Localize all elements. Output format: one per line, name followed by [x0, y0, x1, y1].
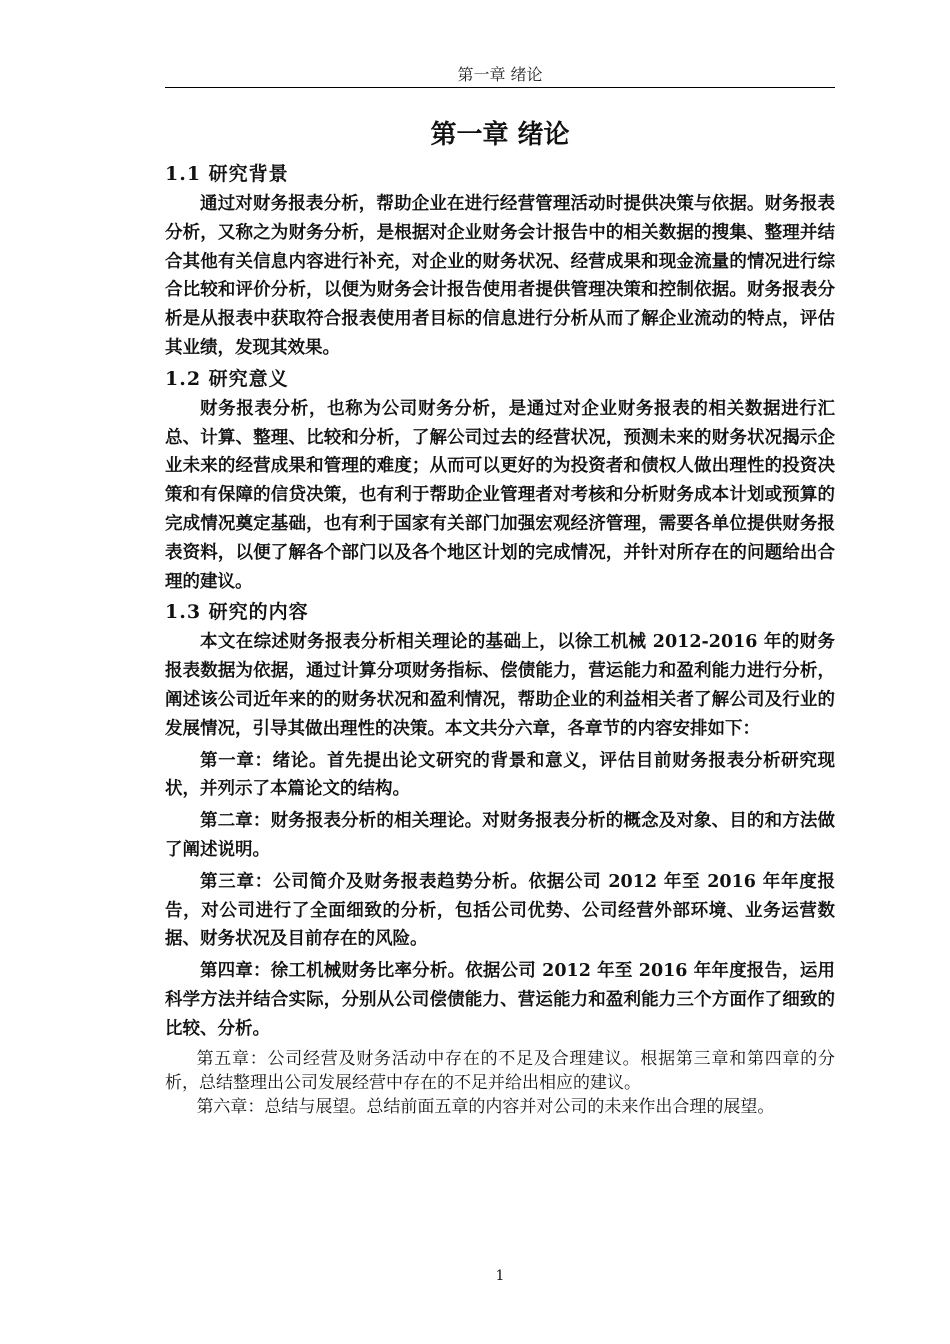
document-body [165, 158, 835, 1119]
running-header: 第一章 绪论 [457, 65, 543, 84]
section-heading-1-1: 1.1 研究背景 [165, 163, 289, 185]
section-heading-1-3: 1.3 研究的内容 [165, 601, 309, 624]
paragraph-chapter-2: 第二章：财务报表分析的相关理论。对财务报表分析的概念及对象、目的和方法做了阐述说明。 [165, 811, 835, 860]
paragraph-chapter-6: 第六章：总结与展望。总结前面五章的内容并对公司的未来作出合理的展望。 [196, 1096, 775, 1117]
paragraph-chapter-3: 第三章：公司简介及财务报表趋势分析。依据公司 2012 年至 2016 年年度报告，对公司进行了全面细致的分析，包括公司优势、公司经营外部环境、业务运营数据、财务状况及目前存在的风险。 [165, 871, 835, 950]
chapter-title: 第一章 绪论 [430, 120, 570, 150]
page-number: 1 [495, 1268, 505, 1284]
paragraph-chapter-1: 第一章：绪论。首先提出论文研究的背景和意义，评估目前财务报表分析研究现状，并列示了本篇论文的结构。 [165, 750, 835, 800]
paragraph-chapter-4: 第四章：徐工机械财务比率分析。依据公司 2012 年至 2016 年年度报告，运用科学方法并结合实际，分别从公司偿债能力、营运能力和盈利能力三个方面作了细致的比较、分析。 [165, 961, 835, 1039]
paragraph-content-intro: 本文在综述财务报表分析相关理论的基础上，以徐工机械 2012-2016 年的财务报表数据为依据，通过计算分项财务指标、偿债能力，营运能力和盈利能力进行分析，阐述该公司近年来的的财务状况和盈利情况，帮助企业的利益相关者了解公司及行业的发展情况，引导其做出理性的决策。本文共分六章，各章节的内容安排如下： [165, 632, 835, 739]
header-divider [165, 87, 835, 88]
section-heading-1-2: 1.2 研究意义 [165, 367, 289, 390]
paragraph-chapter-5: 第五章：公司经营及财务活动中存在的不足及合理建议。根据第三章和第四章的分析，总结整理出公司发展经营中存在的不足并给出相应的建议。 [165, 1048, 835, 1093]
paragraph-background: 通过对财务报表分析，帮助企业在进行经营管理活动时提供决策与依据。财务报表分析，又称之为财务分析，是根据对企业财务会计报告中的相关数据的搜集、整理并结合其他有关信息内容进行补充，对企业的财务状况、经营成果和现金流量的情况进行综合比较和评价分析，以便为财务会计报告使用者提供管理决策和控制依据。财务报表分析是从报表中获取符合报表使用者目标的信息进行分析从而了解企业流动的特点，评估其业绩，发现其效果。 [165, 194, 835, 358]
paragraph-significance: 财务报表分析，也称为公司财务分析，是通过对企业财务报表的相关数据进行汇总、计算、整理、比较和分析，了解公司过去的经营状况，预测未来的财务状况揭示企业未来的经营成果和管理的难度；从而可以更好的为投资者和债权人做出理性的投资决策和有保障的信贷决策，也有利于帮助企业管理者对考核和分析财务成本计划或预算的完成情况奠定基础，也有利于国家有关部门加强宏观经济管理，需要各单位提供财务报表资料，以便了解各个部门以及各个地区计划的完成情况，并针对所存在的问题给出合理的建议。 [165, 398, 835, 592]
